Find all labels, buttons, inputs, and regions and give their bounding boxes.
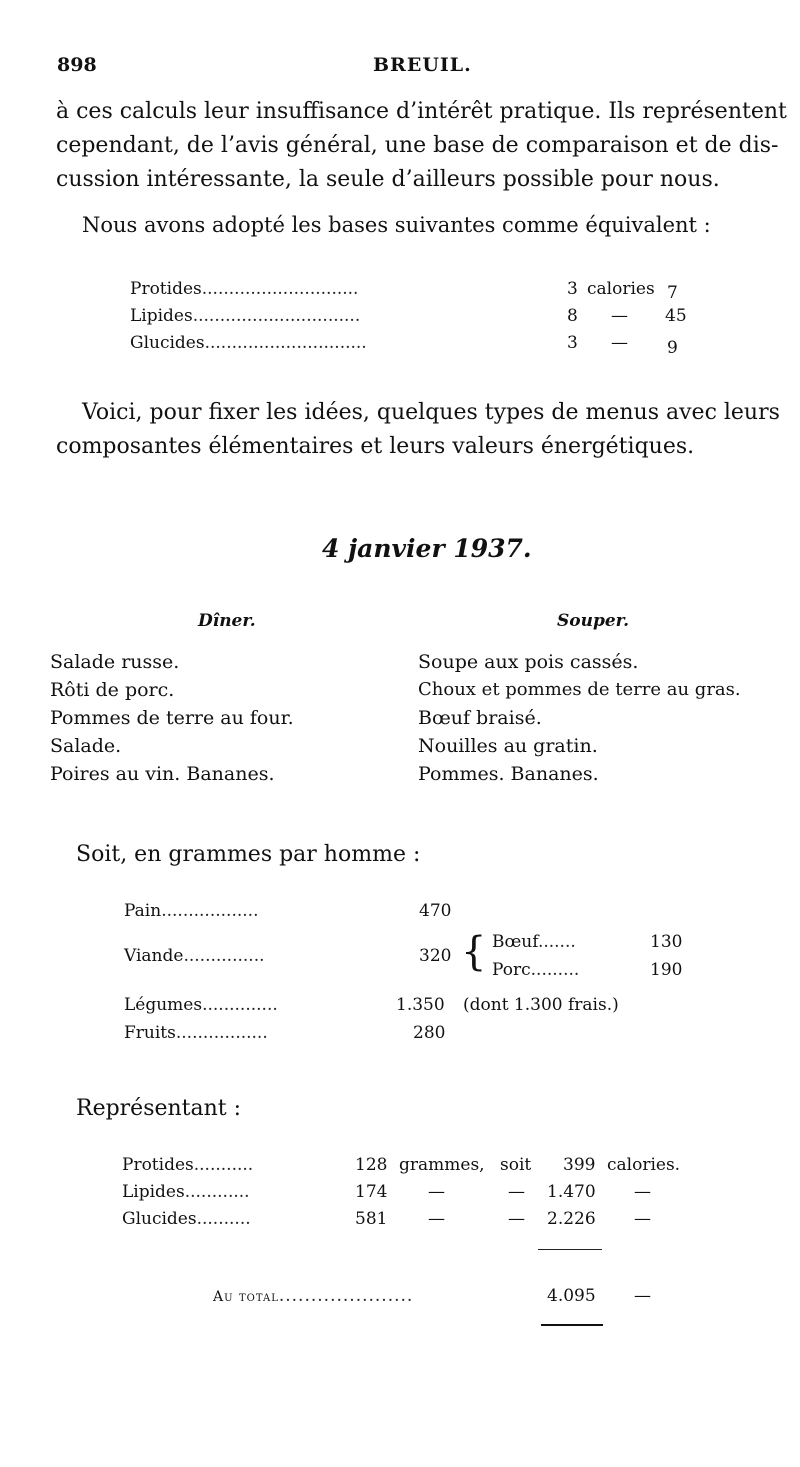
leader-dots: ..................... xyxy=(278,1286,414,1306)
equiv-num: 3 xyxy=(567,333,578,353)
brace-glyph: { xyxy=(461,929,487,975)
repr-unit: — xyxy=(428,1209,445,1229)
repr-label: Protides xyxy=(122,1155,194,1175)
souper-item: Soupe aux pois cassés. xyxy=(418,651,639,673)
equiv-label: Glucides xyxy=(130,333,205,353)
total-label: Au total xyxy=(213,1289,279,1305)
intro-line-2: cependant, de l’avis général, une base de comparaison et de dis- xyxy=(56,133,779,158)
leader-dots: .................. xyxy=(161,901,259,921)
diner-heading: Dîner. xyxy=(198,611,256,631)
repr-unit: — xyxy=(428,1182,445,1202)
repr-cal: 399 xyxy=(563,1155,596,1175)
grams-row-legumes xyxy=(124,995,278,1015)
grams-value: 470 xyxy=(419,901,452,921)
grams-label: Pain xyxy=(124,901,162,921)
equiv-row-glucides xyxy=(130,333,367,353)
viande-sub-value: 130 xyxy=(650,932,683,952)
repr-cal-unit: — xyxy=(634,1209,651,1229)
grams-row-fruits xyxy=(124,1023,268,1043)
intro-line-1: à ces calculs leur insuffisance d’intérêt pratique. Ils représentent xyxy=(56,99,787,124)
total-value: 4.095 xyxy=(547,1286,596,1306)
repr-cal-unit: — xyxy=(634,1182,651,1202)
total-unit: — xyxy=(634,1286,651,1306)
repr-grams: 174 xyxy=(355,1182,388,1202)
sum-rule xyxy=(538,1249,602,1250)
equiv-value: 45 xyxy=(665,306,687,326)
equiv-num: 3 xyxy=(567,279,578,299)
souper-item: Choux et pommes de terre au gras. xyxy=(418,679,741,700)
repr-cal: 1.470 xyxy=(547,1182,596,1202)
leader-dots: ......... xyxy=(530,960,580,980)
souper-item: Pommes. Bananes. xyxy=(418,763,599,785)
leader-dots: ........... xyxy=(193,1155,254,1175)
equiv-value: 9 xyxy=(667,338,678,358)
total-row xyxy=(213,1286,413,1306)
viande-sub-value: 190 xyxy=(650,960,683,980)
grams-heading: Soit, en grammes par homme : xyxy=(76,842,421,867)
repr-soit: soit xyxy=(500,1155,532,1175)
equiv-unit: calories xyxy=(587,279,655,299)
repr-soit: — xyxy=(508,1182,525,1202)
representant-heading: Représentant : xyxy=(76,1096,242,1121)
page-number: 898 xyxy=(57,54,97,76)
repr-row-lipides xyxy=(122,1182,250,1202)
repr-label: Lipides xyxy=(122,1182,185,1202)
souper-item: Nouilles au gratin. xyxy=(418,735,598,757)
repr-row-protides xyxy=(122,1155,253,1175)
leader-dots: ............ xyxy=(184,1182,250,1202)
grams-value: 1.350 xyxy=(396,995,445,1015)
diner-item: Rôti de porc. xyxy=(50,679,175,701)
grams-label: Légumes xyxy=(124,995,203,1015)
running-title: BREUIL. xyxy=(373,54,472,76)
intro-line-4: Nous avons adopté les bases suivantes comme équivalent : xyxy=(82,213,711,237)
equiv-label: Protides xyxy=(130,279,202,299)
grams-row-viande xyxy=(124,946,265,966)
repr-unit: grammes, xyxy=(399,1155,485,1175)
souper-heading: Souper. xyxy=(557,611,629,631)
repr-grams: 128 xyxy=(355,1155,388,1175)
leader-dots: .......... xyxy=(196,1209,251,1229)
diner-item: Salade. xyxy=(50,735,122,757)
equiv-row-lipides xyxy=(130,306,360,326)
diner-item: Pommes de terre au four. xyxy=(50,707,294,729)
menus-intro-line-1: Voici, pour fixer les idées, quelques types de menus avec leurs xyxy=(82,400,780,425)
leader-dots: ....... xyxy=(537,932,576,952)
repr-label: Glucides xyxy=(122,1209,197,1229)
grams-label: Fruits xyxy=(124,1023,176,1043)
repr-grams: 581 xyxy=(355,1209,388,1229)
grams-value: 320 xyxy=(419,946,452,966)
grams-row-pain xyxy=(124,901,258,921)
repr-cal: 2.226 xyxy=(547,1209,596,1229)
leader-dots: .............................. xyxy=(204,333,367,353)
repr-soit: — xyxy=(508,1209,525,1229)
grams-label: Viande xyxy=(124,946,184,966)
leader-dots: ............................... xyxy=(192,306,361,326)
equiv-unit: — xyxy=(611,333,628,353)
repr-row-glucides xyxy=(122,1209,251,1229)
equiv-value: 7 xyxy=(667,283,678,303)
souper-item: Bœuf braisé. xyxy=(418,707,542,729)
equiv-num: 8 xyxy=(567,306,578,326)
total-rule xyxy=(541,1324,603,1326)
leader-dots: ............... xyxy=(183,946,265,966)
date-title: 4 janvier 1937. xyxy=(322,534,532,563)
viande-sub-row-porc xyxy=(492,960,579,980)
equiv-label: Lipides xyxy=(130,306,193,326)
repr-cal-unit: calories. xyxy=(607,1155,681,1175)
equiv-row-protides xyxy=(130,279,358,299)
intro-line-3: cussion intéressante, la seule d’ailleurs possible pour nous. xyxy=(56,167,720,192)
viande-sub-label: Bœuf xyxy=(492,932,538,952)
menus-intro-line-2: composantes élémentaires et leurs valeurs énergétiques. xyxy=(56,434,695,459)
leader-dots: ................. xyxy=(175,1023,268,1043)
leader-dots: ............................. xyxy=(201,279,359,299)
grams-value: 280 xyxy=(413,1023,446,1043)
diner-item: Poires au vin. Bananes. xyxy=(50,763,275,785)
viande-sub-row-boeuf xyxy=(492,932,576,952)
viande-sub-label: Porc xyxy=(492,960,531,980)
diner-item: Salade russe. xyxy=(50,651,180,673)
equiv-unit: — xyxy=(611,306,628,326)
leader-dots: .............. xyxy=(202,995,278,1015)
grams-note: (dont 1.300 frais.) xyxy=(463,995,619,1015)
